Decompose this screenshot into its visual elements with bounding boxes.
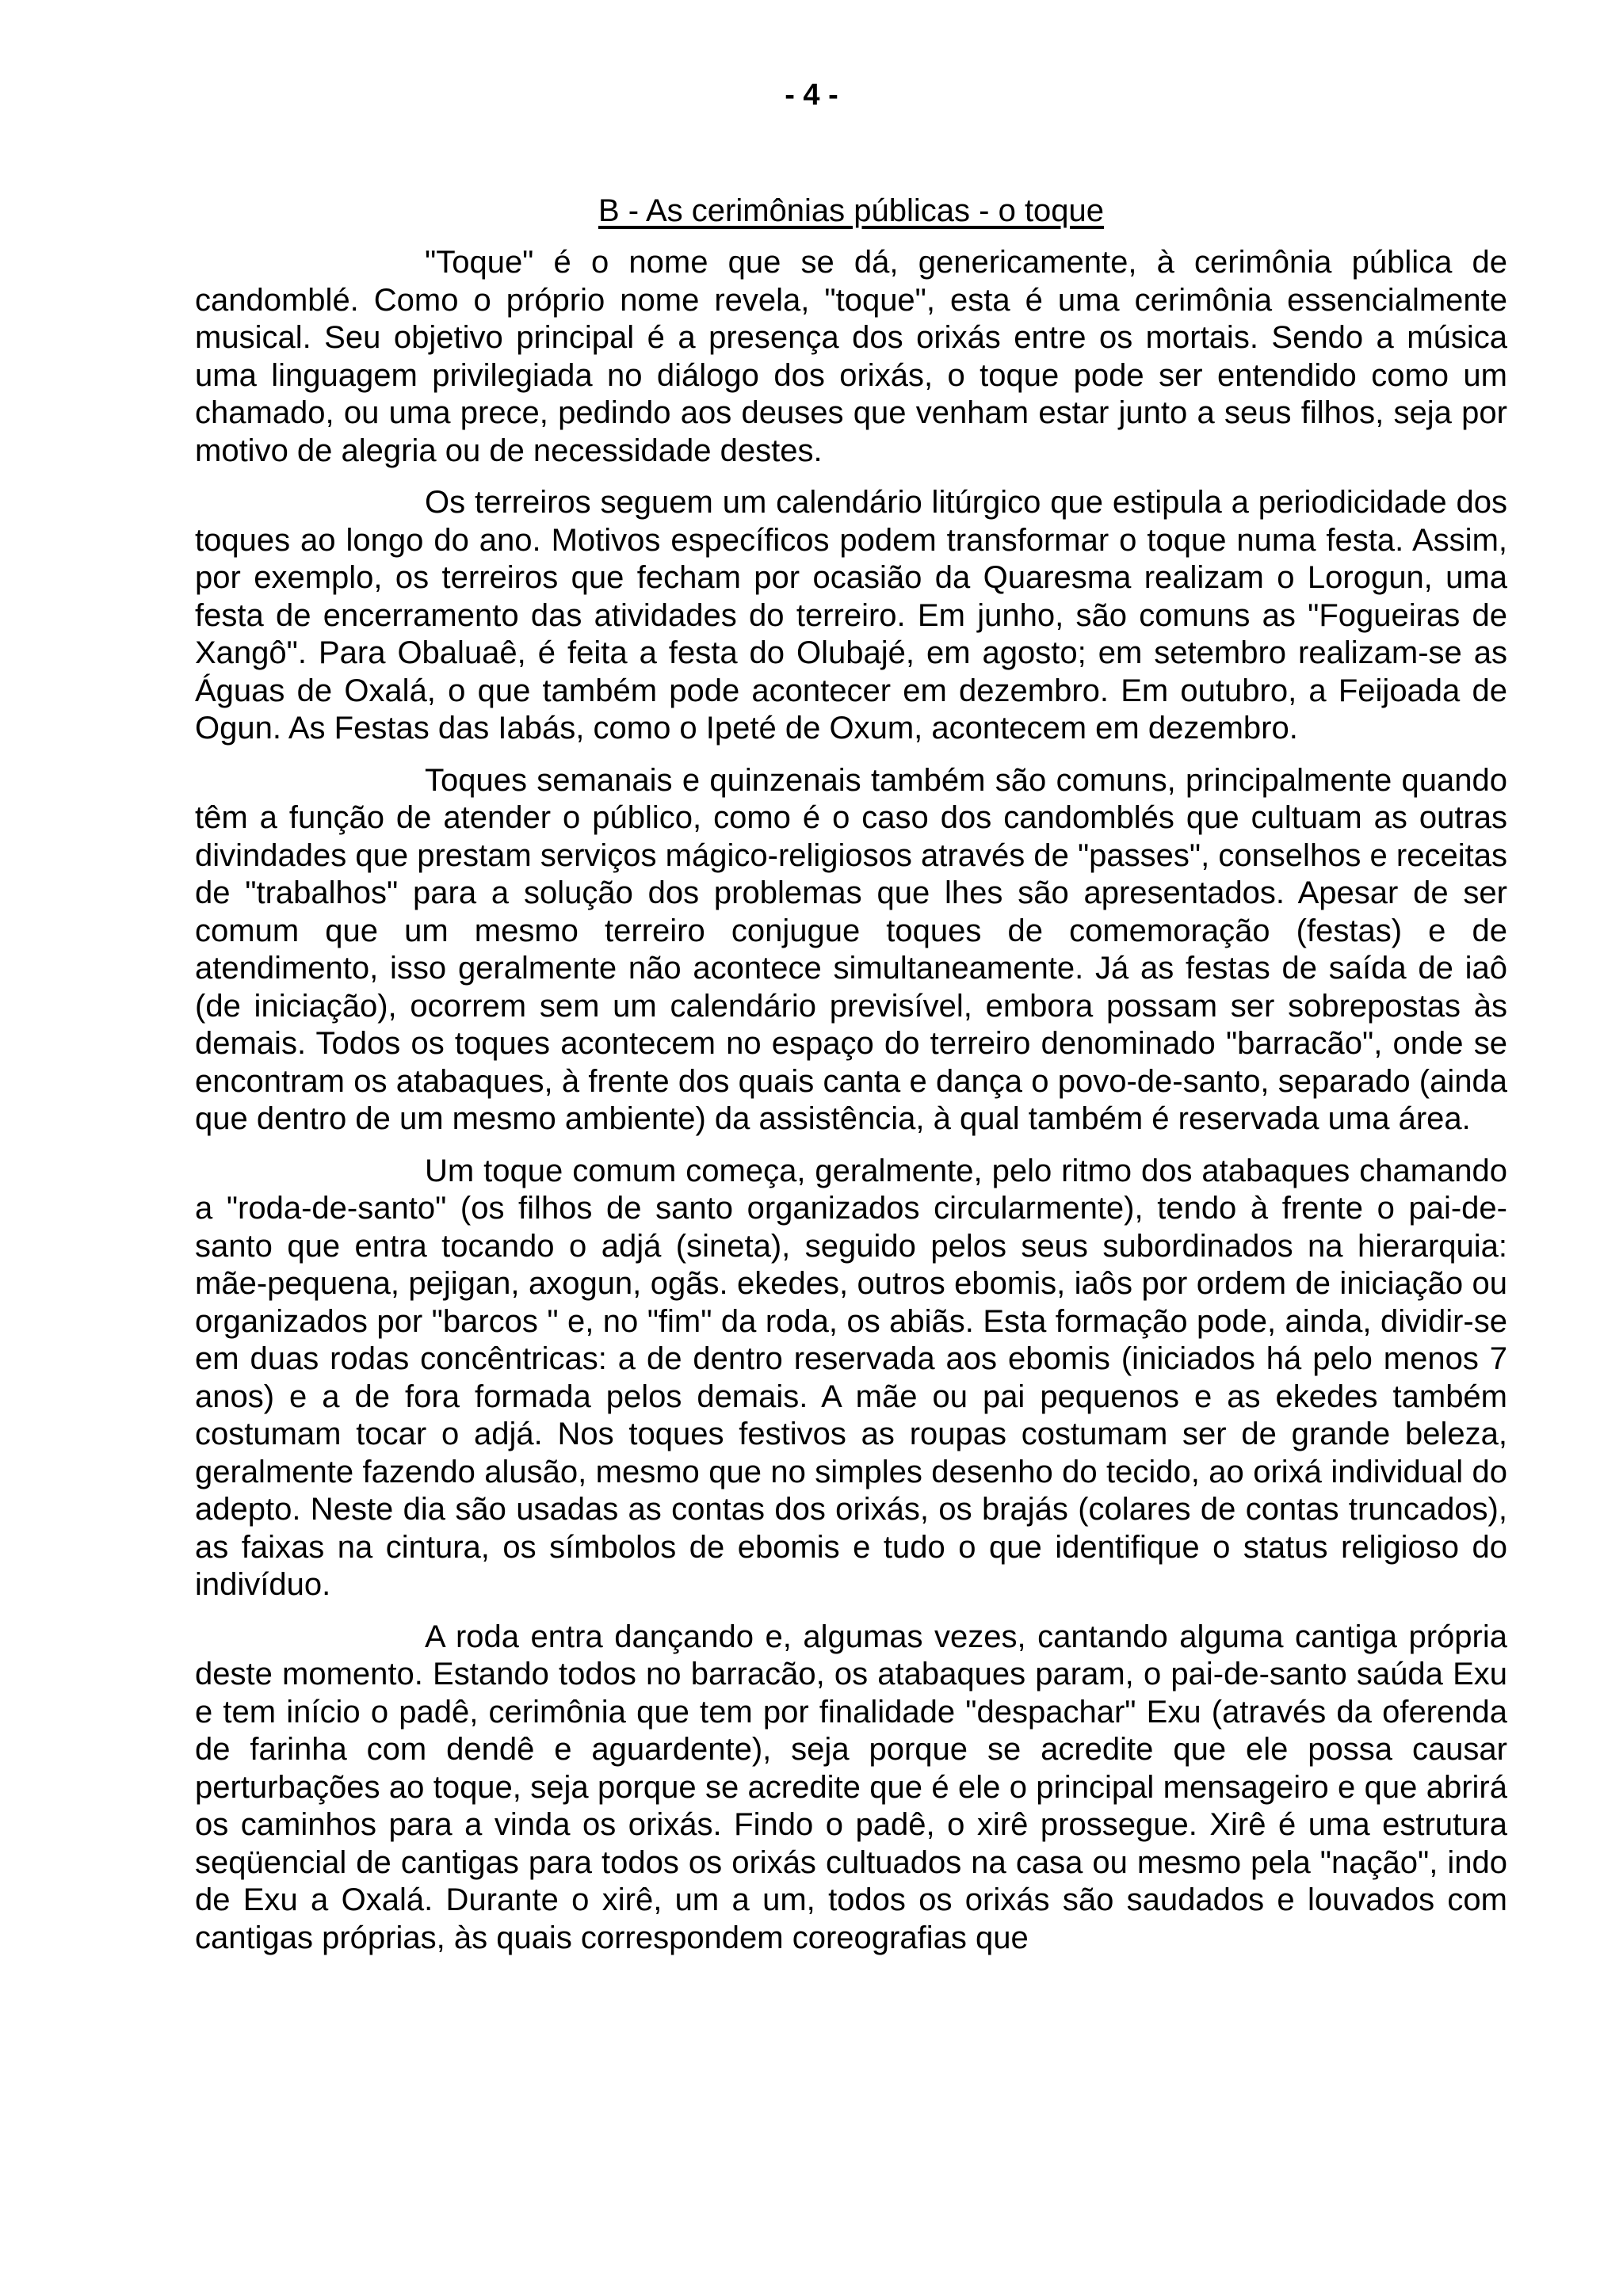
paragraph-5: A roda entra dançando e, algumas vezes, cantando alguma cantiga própria deste momento. Estando todos no barracão, os atabaques param, o pai-de-santo saúda Exu e tem início o padê, cerimônia que tem por finalidade "despachar" Exu (através da oferenda de farinha com dendê e aguardente), seja porque se acredite que ele possa causar perturbações ao toque, seja porque se acredite que é ele o principal mensageiro e que abrirá os caminhos para a vinda os orixás. Findo o padê, o xirê prossegue. Xirê é uma estrutura seqüencial de cantigas para todos os orixás cultuados na casa ou mesmo pela "nação", indo de Exu a Oxalá. Durante o xirê, um a um, todos os orixás são saudados e louvados com cantigas próprias, às quais correspondem coreografias que <box>195 1619 1507 1955</box>
body-text <box>195 244 1507 1971</box>
paragraph-4: Um toque comum começa, geralmente, pelo ritmo dos atabaques chamando a "roda-de-santo" (os filhos de santo organizados circularmente), tendo à frente o pai-de-santo que entra tocando o adjá (sineta), seguido pelos seus subordinados na hierarquia: mãe-pequena, pejigan, axogun, ogãs. ekedes, outros ebomis, iaôs por ordem de iniciação ou organizados por "barcos " e, no "fim" da roda, os abiãs. Esta formação pode, ainda, dividir-se em duas rodas concêntricas: a de dentro reservada aos ebomis (iniciados há pelo menos 7 anos) e a de fora formada pelos demais. A mãe ou pai pequenos e as ekedes também costumam tocar o adjá. Nos toques festivos as roupas costumam ser de grande beleza, geralmente fazendo alusão, mesmo que no simples desenho do tecido, ao orixá individual do adepto. Neste dia são usadas as contas dos orixás, os brajás (colares de contas truncados), as faixas na cintura, os símbolos de ebomis e tudo o que identifique o status religioso do indivíduo. <box>195 1153 1507 1602</box>
page-number: - 4 - <box>785 78 838 112</box>
paragraph-2: Os terreiros seguem um calendário litúrgico que estipula a periodicidade dos toques ao longo do ano. Motivos específicos podem transformar o toque numa festa. Assim, por exemplo, os terreiros que fecham por ocasião da Quaresma realizam o Lorogun, uma festa de encerramento das atividades do terreiro. Em junho, são comuns as "Fogueiras de Xangô". Para Obaluaê, é feita a festa do Olubajé, em agosto; em setembro realizam-se as Águas de Oxalá, o que também pode acontecer em dezembro. Em outubro, a Feijoada de Ogun. As Festas das Iabás, como o Ipeté de Oxum, acontecem em dezembro. <box>195 485 1507 746</box>
paragraph-1: "Toque" é o nome que se dá, genericamente, à cerimônia pública de candomblé. Como o próprio nome revela, "toque", esta é uma cerimônia essencialmente musical. Seu objetivo principal é a presença dos orixás entre os mortais. Sendo a música uma linguagem privilegiada no diálogo dos orixás, o toque pode ser entendido como um chamado, ou uma prece, pedindo aos deuses que venham estar junto a seus filhos, seja por motivo de alegria ou de necessidade destes. <box>195 245 1507 468</box>
paragraph-3: Toques semanais e quinzenais também são comuns, principalmente quando têm a função de atender o público, como é o caso dos candomblés que cultuam as outras divindades que prestam serviços mágico-religiosos através de "passes", conselhos e receitas de "trabalhos" para a solução dos problemas que lhes são apresentados. Apesar de ser comum que um mesmo terreiro conjugue toques de comemoração (festas) e de atendimento, isso geralmente não acontece simultaneamente. Já as festas de saída de iaô (de iniciação), ocorrem sem um calendário previsível, embora possam ser sobrepostas às demais. Todos os toques acontecem no espaço do terreiro denominado "barracão", onde se encontram os atabaques, à frente dos quais canta e dança o povo-de-santo, separado (ainda que dentro de um mesmo ambiente) da assistência, à qual também é reservada uma área. <box>195 762 1507 1136</box>
section-title: B - As cerimônias públicas - o toque <box>598 193 1105 228</box>
